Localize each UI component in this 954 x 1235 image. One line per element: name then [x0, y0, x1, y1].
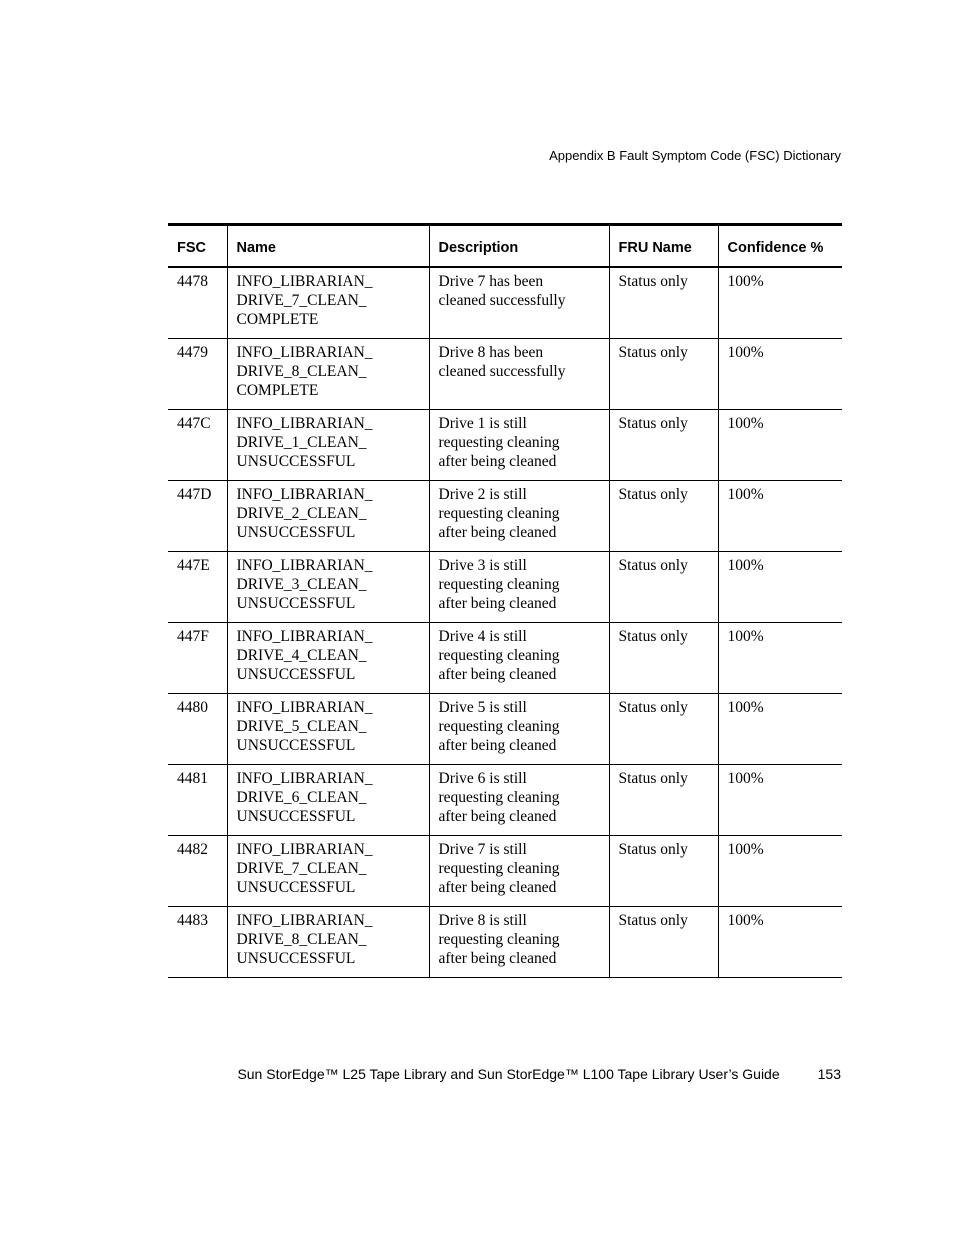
description-line: cleaned successfully	[438, 292, 566, 309]
fsc-code-cell: 447F	[168, 622, 227, 693]
name-line: UNSUCCESSFUL	[236, 878, 356, 896]
name-cell	[227, 906, 429, 977]
description-cell	[429, 551, 609, 622]
name-cell	[227, 693, 429, 764]
name-line: UNSUCCESSFUL	[236, 736, 356, 754]
fsc-table	[168, 223, 842, 978]
name-line: UNSUCCESSFUL	[236, 594, 356, 612]
header-confidence: Confidence %	[718, 225, 842, 268]
fsc-code-cell: 4480	[168, 693, 227, 764]
name-cell	[227, 480, 429, 551]
description-cell	[429, 338, 609, 409]
name-cell	[227, 764, 429, 835]
confidence-cell: 100%	[718, 622, 842, 693]
name-line: DRIVE_8_CLEAN_	[236, 362, 367, 380]
table-row	[168, 693, 842, 764]
description-line: Drive 5 is still	[438, 698, 527, 716]
description-line: after being cleaned	[438, 452, 557, 470]
name-line: INFO_LIBRARIAN_	[236, 627, 373, 645]
fru-name-cell: Status only	[609, 764, 718, 835]
description-line: Drive 8 has been	[438, 343, 544, 361]
description-line: requesting cleaning	[438, 504, 560, 522]
name-line: DRIVE_8_CLEAN_	[236, 930, 367, 948]
description-line: Drive 2 is still	[438, 485, 527, 503]
confidence-cell: 100%	[718, 551, 842, 622]
confidence-cell: 100%	[718, 906, 842, 977]
name-line: INFO_LIBRARIAN_	[236, 698, 373, 716]
description-line: requesting cleaning	[438, 433, 560, 451]
table-row	[168, 480, 842, 551]
description-line: Drive 4 is still	[438, 627, 527, 645]
description-cell	[429, 267, 609, 338]
description-line: requesting cleaning	[438, 717, 560, 735]
name-line: COMPLETE	[236, 381, 319, 399]
table-row	[168, 622, 842, 693]
confidence-cell: 100%	[718, 480, 842, 551]
footer-title: Sun StorEdge™ L25 Tape Library and Sun StorEdge™ L100 Tape Library User’s Guide	[237, 1066, 780, 1082]
fru-name-cell: Status only	[609, 622, 718, 693]
name-line: DRIVE_3_CLEAN_	[236, 575, 367, 593]
description-cell	[429, 906, 609, 977]
name-line: INFO_LIBRARIAN_	[236, 769, 373, 787]
description-line: after being cleaned	[438, 878, 557, 896]
name-cell	[227, 338, 429, 409]
confidence-cell: 100%	[718, 764, 842, 835]
table-row	[168, 267, 842, 338]
table-row	[168, 906, 842, 977]
description-line: Drive 3 is still	[438, 556, 527, 574]
name-cell	[227, 835, 429, 906]
name-line: INFO_LIBRARIAN_	[236, 840, 373, 858]
description-line: requesting cleaning	[438, 646, 560, 664]
table-header	[168, 225, 842, 268]
fru-name-cell: Status only	[609, 409, 718, 480]
name-line: INFO_LIBRARIAN_	[236, 485, 373, 503]
confidence-cell: 100%	[718, 835, 842, 906]
fru-name-cell: Status only	[609, 480, 718, 551]
fru-name-cell: Status only	[609, 906, 718, 977]
confidence-cell: 100%	[718, 338, 842, 409]
name-line: UNSUCCESSFUL	[236, 949, 356, 967]
name-line: DRIVE_7_CLEAN_	[236, 859, 367, 877]
name-line: INFO_LIBRARIAN_	[236, 414, 373, 432]
name-line: DRIVE_2_CLEAN_	[236, 504, 367, 522]
description-line: requesting cleaning	[438, 575, 560, 593]
confidence-cell: 100%	[718, 693, 842, 764]
fsc-code-cell: 4481	[168, 764, 227, 835]
confidence-cell: 100%	[718, 409, 842, 480]
name-line: UNSUCCESSFUL	[236, 807, 356, 825]
table-row	[168, 764, 842, 835]
description-line: Drive 7 is still	[438, 840, 527, 858]
fru-name-cell: Status only	[609, 551, 718, 622]
description-cell	[429, 480, 609, 551]
fsc-code-cell: 4479	[168, 338, 227, 409]
name-line: UNSUCCESSFUL	[236, 523, 356, 541]
description-cell	[429, 764, 609, 835]
fsc-code-cell: 4482	[168, 835, 227, 906]
description-line: Drive 7 has been	[438, 273, 544, 290]
running-head: Appendix B Fault Symptom Code (FSC) Dictionary	[549, 148, 841, 163]
name-line: DRIVE_5_CLEAN_	[236, 717, 367, 735]
fsc-code-cell: 4483	[168, 906, 227, 977]
description-line: after being cleaned	[438, 523, 557, 541]
name-line: INFO_LIBRARIAN_	[236, 556, 373, 574]
fsc-code-cell: 447D	[168, 480, 227, 551]
name-line: UNSUCCESSFUL	[236, 665, 356, 683]
header-fru-name: FRU Name	[609, 225, 718, 268]
name-line: INFO_LIBRARIAN_	[236, 911, 373, 929]
table-body	[168, 267, 842, 977]
description-line: after being cleaned	[438, 949, 557, 967]
header-name: Name	[227, 225, 429, 268]
name-line: DRIVE_6_CLEAN_	[236, 788, 367, 806]
description-line: after being cleaned	[438, 807, 557, 825]
name-line: INFO_LIBRARIAN_	[236, 273, 373, 290]
table-row	[168, 551, 842, 622]
confidence-cell: 100%	[718, 267, 842, 338]
description-line: after being cleaned	[438, 665, 557, 683]
fru-name-cell: Status only	[609, 338, 718, 409]
description-line: Drive 8 is still	[438, 911, 527, 929]
description-cell	[429, 693, 609, 764]
description-cell	[429, 409, 609, 480]
description-cell	[429, 835, 609, 906]
description-line: after being cleaned	[438, 736, 557, 754]
name-cell	[227, 267, 429, 338]
fru-name-cell: Status only	[609, 835, 718, 906]
page-footer	[237, 1066, 841, 1082]
fsc-code-cell: 447E	[168, 551, 227, 622]
description-line: requesting cleaning	[438, 859, 560, 877]
description-line: Drive 1 is still	[438, 414, 527, 432]
fru-name-cell: Status only	[609, 693, 718, 764]
table-row	[168, 835, 842, 906]
name-line: COMPLETE	[236, 311, 319, 328]
name-line: DRIVE_1_CLEAN_	[236, 433, 367, 451]
fsc-code-cell: 447C	[168, 409, 227, 480]
header-description: Description	[429, 225, 609, 268]
name-cell	[227, 622, 429, 693]
name-line: DRIVE_7_CLEAN_	[236, 292, 367, 309]
description-line: requesting cleaning	[438, 930, 560, 948]
name-cell	[227, 409, 429, 480]
description-line: cleaned successfully	[438, 362, 566, 380]
name-line: DRIVE_4_CLEAN_	[236, 646, 367, 664]
name-line: UNSUCCESSFUL	[236, 452, 356, 470]
name-cell	[227, 551, 429, 622]
header-row	[168, 225, 842, 268]
name-line: INFO_LIBRARIAN_	[236, 343, 373, 361]
table-row	[168, 409, 842, 480]
page-number: 153	[817, 1066, 841, 1082]
description-cell	[429, 622, 609, 693]
description-line: Drive 6 is still	[438, 769, 527, 787]
header-fsc: FSC	[168, 225, 227, 268]
description-line: after being cleaned	[438, 594, 557, 612]
fsc-code-cell: 4478	[168, 267, 227, 338]
description-line: requesting cleaning	[438, 788, 560, 806]
table-row	[168, 338, 842, 409]
fru-name-cell: Status only	[609, 267, 718, 338]
